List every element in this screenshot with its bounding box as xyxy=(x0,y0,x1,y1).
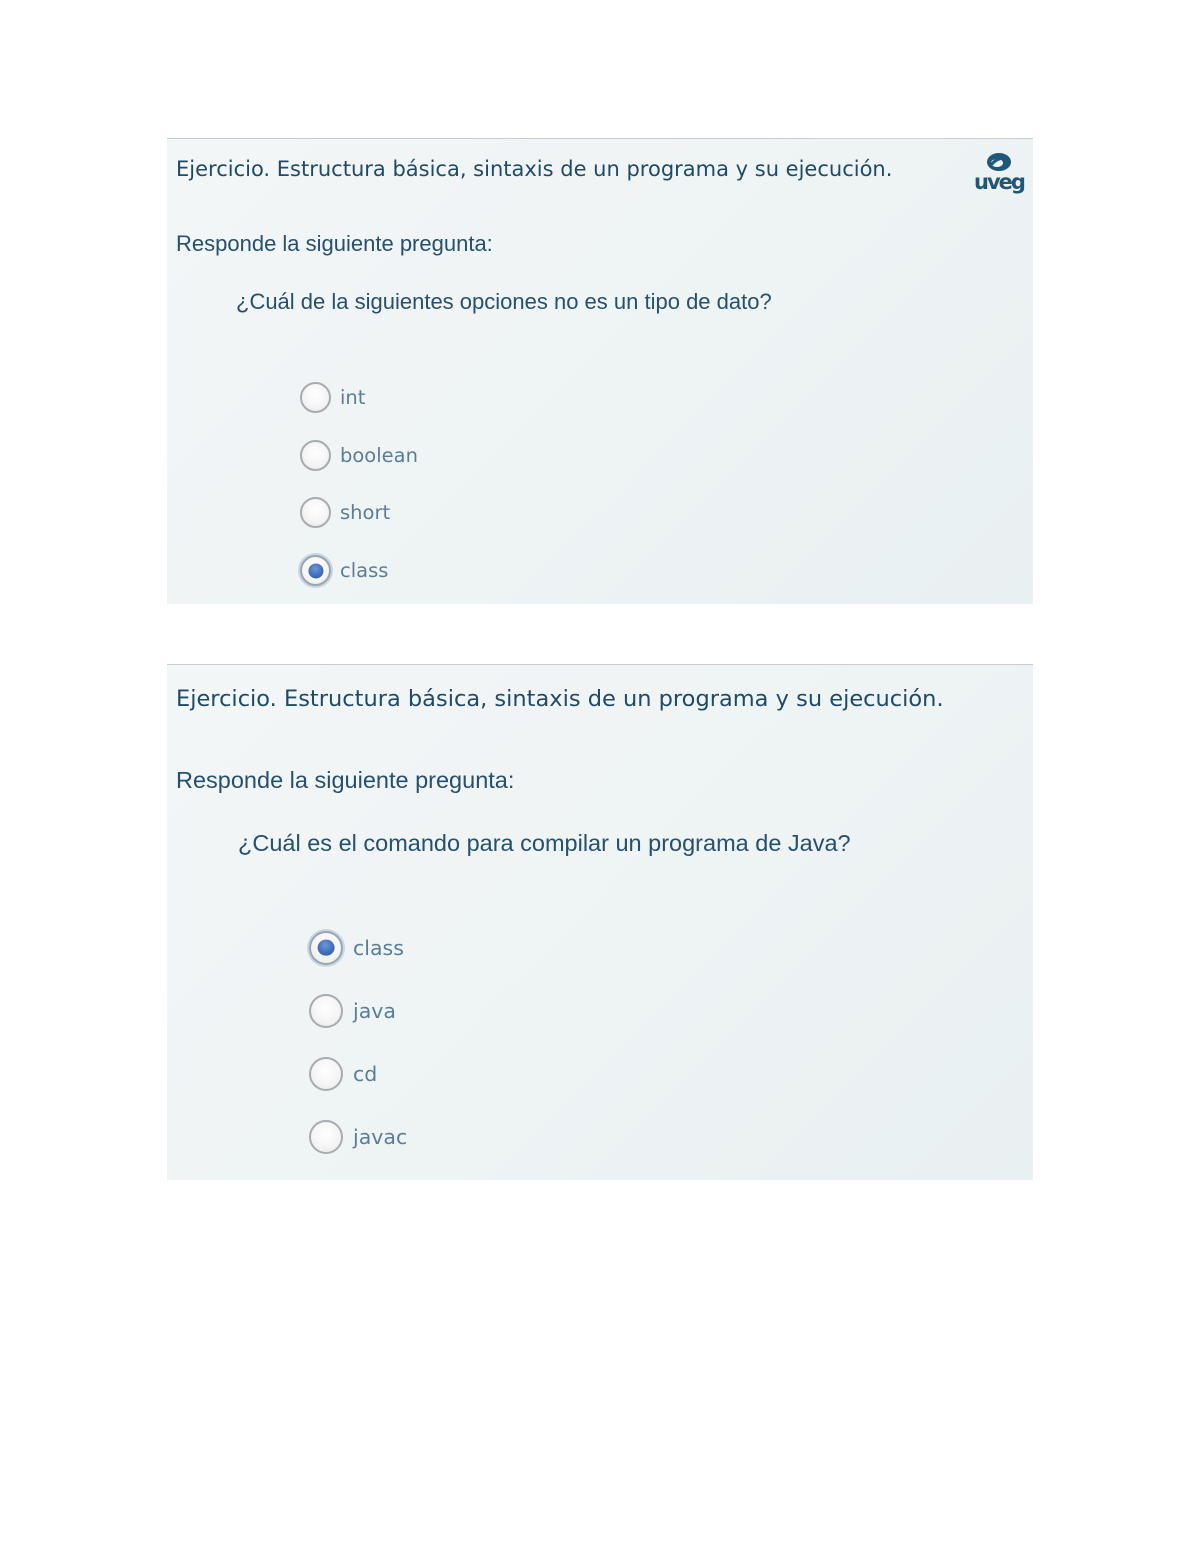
option-class[interactable] xyxy=(300,542,418,600)
option-label: int xyxy=(340,386,366,410)
logo-text: uveg xyxy=(974,170,1024,194)
option-label: boolean xyxy=(340,443,418,467)
uveg-logo xyxy=(973,151,1025,201)
instruction-text: Responde la siguiente pregunta: xyxy=(176,231,493,256)
radio-button[interactable] xyxy=(300,440,331,471)
option-label: class xyxy=(353,935,404,960)
exercise-title: Ejercicio. Estructura básica, sintaxis de un programa y su ejecución. xyxy=(176,157,893,181)
radio-button-selected[interactable] xyxy=(300,555,331,586)
answer-options xyxy=(300,369,418,599)
question-text: ¿Cuál es el comando para compilar un programa de Java? xyxy=(238,830,851,856)
answer-options xyxy=(309,916,407,1168)
option-short[interactable] xyxy=(300,484,418,542)
option-boolean[interactable] xyxy=(300,427,418,485)
option-label: javac xyxy=(353,1124,408,1149)
exercise-title: Ejercicio. Estructura básica, sintaxis de un programa y su ejecución. xyxy=(176,686,944,712)
option-java[interactable] xyxy=(309,979,407,1042)
question-text: ¿Cuál de la siguientes opciones no es un tipo de dato? xyxy=(236,289,772,314)
instruction-text: Responde la siguiente pregunta: xyxy=(176,767,515,793)
radio-button[interactable] xyxy=(309,1120,343,1154)
radio-button-selected[interactable] xyxy=(309,931,343,965)
option-cd[interactable] xyxy=(309,1042,407,1105)
option-label: short xyxy=(340,501,391,525)
radio-button[interactable] xyxy=(300,382,331,413)
option-class[interactable] xyxy=(309,916,407,979)
exercise-panel-2 xyxy=(167,664,1033,1180)
option-javac[interactable] xyxy=(309,1105,407,1168)
radio-button[interactable] xyxy=(309,994,343,1028)
option-label: cd xyxy=(353,1061,378,1086)
option-label: class xyxy=(340,559,389,583)
exercise-panel-1 xyxy=(167,138,1033,604)
radio-button[interactable] xyxy=(309,1057,343,1091)
option-int[interactable] xyxy=(300,369,418,427)
radio-button[interactable] xyxy=(300,497,331,528)
option-label: java xyxy=(353,998,396,1023)
